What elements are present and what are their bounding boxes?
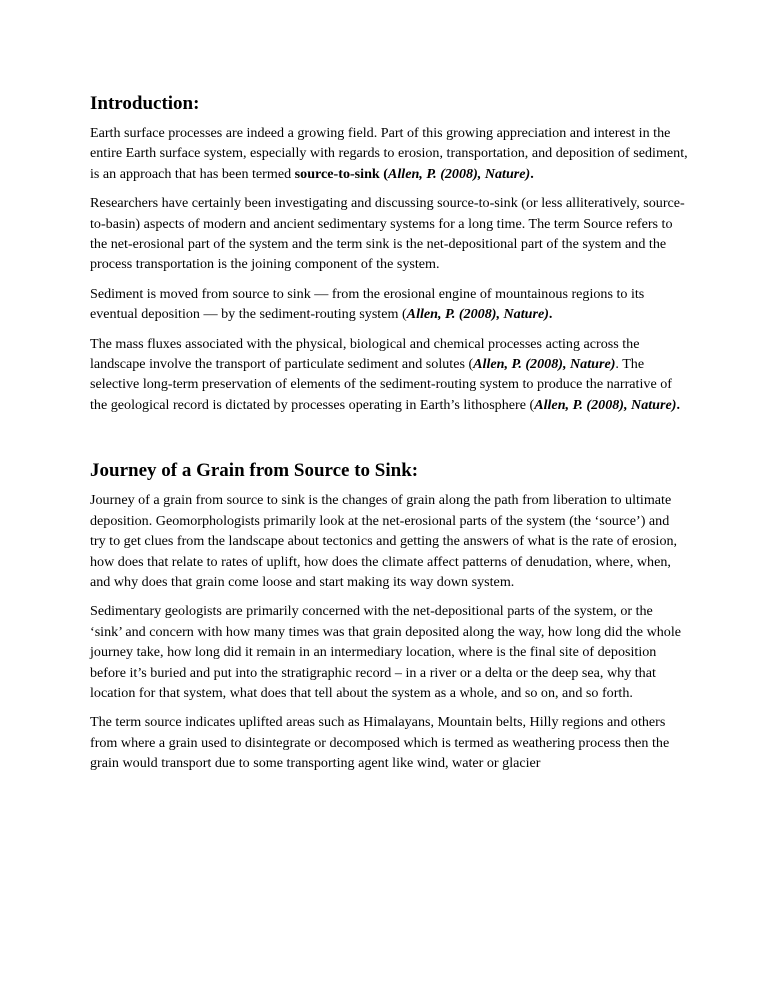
intro-paragraph-1 (90, 123, 688, 184)
term-source-to-sink: source-to-sink (294, 165, 380, 182)
intro-paragraph-4: The mass fluxes associated with the physical, biological and chemical processes acting across the landscape involve the transport of particulate sediment and solutes (Allen, P. (2008), Nature). The selective long-term preservation of elements of the sediment-routing system to produce the narrative of the geological record is dictated by processes operating in Earth’s lithosphere (Allen, P. (2008), Nature). (90, 335, 680, 413)
citation: Allen, P. (2008), Nature). (406, 306, 553, 323)
section-heading-journey: Journey of a Grain from Source to Sink: (90, 460, 419, 482)
journey-paragraph-1: Journey of a grain from source to sink is the changes of grain along the path from liberation to ultimate deposition. Geomorphologists primarily look at the net-erosional parts of the system (the ‘source’) and try to get clues from the landscape about tectonics and getting the answers of what is the rate of erosion, how does that relate to rates of uplift, how does the climate affect patterns of denudation, where, when, and why does that grain come loose and start making its way down system. (90, 492, 678, 590)
section-heading-introduction: Introduction: (90, 93, 200, 114)
journey-paragraph-2: Sedimentary geologists are primarily concerned with the net-depositional parts of the system, or the ‘sink’ and concern with how many times was that grain deposited along the way, how long did the whole journey take, how long did it remain in an intermediary location, where is the final site of deposition before it’s buried and put into the stratigraphic record – in a river or a delta or the deep sea, why that location for that system, what does that tell about the system as a whole, and so on, and so forth. (90, 603, 682, 701)
intro-paragraph-3: Sediment is moved from source to sink — from the erosional engine of mountainous regions to its eventual deposition — by the sediment-routing system (Allen, P. (2008), Nature). (90, 285, 645, 323)
citation: (Allen, P. (2008), Nature). (379, 165, 534, 182)
intro-p1-text: Earth surface processes are indeed a growing field. Part of this growing appreciation and interest in the entire Earth surface system, especially with regards to erosion, transportation, and deposition of sediment, is an approach that has been termed (90, 125, 688, 182)
citation: Allen, P. (2008), Nature) (473, 356, 616, 373)
citation: Allen, P. (2008), Nature). (534, 396, 680, 413)
intro-paragraph-2: Researchers have certainly been investigating and discussing source-to-sink (or less alliteratively, source-to-basin) aspects of modern and ancient sedimentary systems for a long time. The term Source refers to the net-erosional part of the system and the term sink is the net-depositional part of the system and the process transportation is the joining component of the system. (90, 195, 685, 273)
journey-paragraph-3: The term source indicates uplifted areas such as Himalayans, Mountain belts, Hilly regions and others from where a grain used to disintegrate or decomposed which is termed as weathering process then the grain would transport due to some transporting agent like wind, water or glacier (90, 714, 670, 772)
